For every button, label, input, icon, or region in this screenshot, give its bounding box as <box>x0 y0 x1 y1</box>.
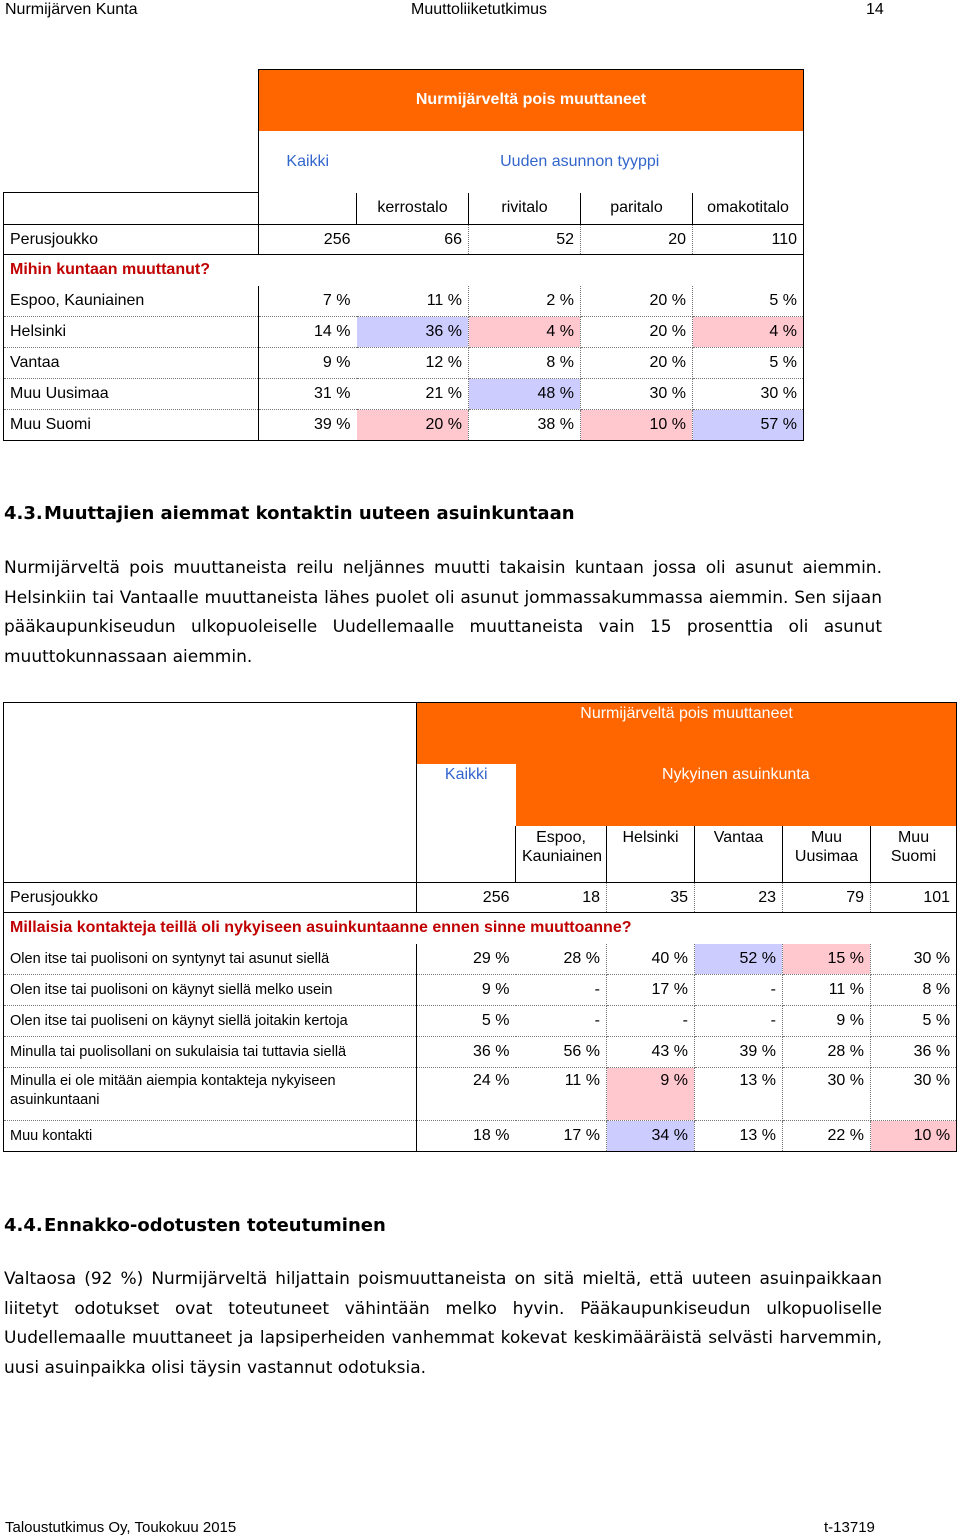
table-cell: 18 % <box>417 1121 516 1152</box>
table-cell: 15 % <box>783 944 871 975</box>
section-heading <box>4 503 575 524</box>
table-cell: 20 % <box>581 286 693 317</box>
table-cell: 5 % <box>693 286 804 317</box>
table-cell: 30 % <box>581 379 693 410</box>
table-cell: 22 % <box>783 1121 871 1152</box>
table-cell: 31 % <box>259 379 357 410</box>
kaikki-header: Kaikki <box>259 131 357 193</box>
section-number: 4.3. <box>4 503 43 524</box>
section-heading <box>4 1215 386 1236</box>
table-cell: 14 % <box>259 317 357 348</box>
row-label: Vantaa <box>4 348 259 379</box>
table-row <box>4 1121 957 1152</box>
group-header: Nurmijärveltä pois muuttaneet <box>259 70 804 131</box>
table-cell: 5 % <box>871 1006 957 1037</box>
body-paragraph: Nurmijärveltä pois muuttaneista reilu neljännes muutti takaisin kuntaan jossa oli asunut aiemmin. Helsinkiin tai Vantaalle muuttaneista lähes puolet oli asunut jommassakummassa aiemmin. Sen sijaan pääkaupunkiseudun ulkopuoleiselle Uudellemaalle muuttaneista vain 15 prosenttia oli asunut muuttokunnassaan aiemmin. <box>4 558 882 667</box>
table-cell: 28 % <box>783 1037 871 1068</box>
table-cell: - <box>695 975 783 1006</box>
table-cell: 10 % <box>871 1121 957 1152</box>
column-header: Helsinki <box>607 826 695 883</box>
table-cell: 40 % <box>607 944 695 975</box>
table-cell: 66 <box>357 225 469 255</box>
table-cell: 39 % <box>259 410 357 441</box>
header-page-number: 14 <box>866 1 884 18</box>
table-cell: 30 % <box>871 1068 957 1121</box>
table-cell: 9 % <box>783 1006 871 1037</box>
table-cell: 2 % <box>469 286 581 317</box>
row-label: Olen itse tai puolisoni on syntynyt tai asunut siellä <box>4 944 417 975</box>
row-label: Helsinki <box>4 317 259 348</box>
table-cell: 57 % <box>693 410 804 441</box>
row-label: Minulla tai puolisollani on sukulaisia tai tuttavia siellä <box>4 1037 417 1068</box>
row-label: Minulla ei ole mitään aiempia kontakteja nykyiseen asuinkuntaani <box>4 1068 417 1121</box>
subgroup-header: Uuden asunnon tyyppi <box>357 131 804 193</box>
table-cell: 9 % <box>417 975 516 1006</box>
table-cell: 5 % <box>417 1006 516 1037</box>
table-cell: 20 % <box>581 348 693 379</box>
kaikki-header: Kaikki <box>417 764 516 826</box>
table-cell: 11 % <box>783 975 871 1006</box>
column-header: Muu Suomi <box>871 826 957 883</box>
table-cell: 52 % <box>695 944 783 975</box>
row-label: Espoo, Kauniainen <box>4 286 259 317</box>
table-cell: 56 % <box>516 1037 607 1068</box>
table-cell: 18 <box>516 883 607 913</box>
table-cell: - <box>516 1006 607 1037</box>
table-cell: 35 <box>607 883 695 913</box>
question-text: Mihin kuntaan muuttanut? <box>4 255 804 286</box>
table-cell: 30 % <box>693 379 804 410</box>
table-cell: 20 % <box>357 410 469 441</box>
table-row <box>4 1037 957 1068</box>
page-header <box>0 0 960 22</box>
footer-project-code: t-13719 <box>824 1519 875 1536</box>
table-cell: 36 % <box>357 317 469 348</box>
table-cell: 23 <box>695 883 783 913</box>
base-row <box>4 225 804 255</box>
table-cell: 20 <box>581 225 693 255</box>
table-cell: 21 % <box>357 379 469 410</box>
table-cell: 256 <box>259 225 357 255</box>
table-row <box>4 317 804 348</box>
question-text: Millaisia kontakteja teillä oli nykyiseen asuinkuntaanne ennen sinne muuttoanne? <box>4 913 957 944</box>
table-cell: 4 % <box>469 317 581 348</box>
column-header: Espoo, Kauniainen <box>516 826 607 883</box>
table-cell: 5 % <box>693 348 804 379</box>
table-cell: 30 % <box>871 944 957 975</box>
table-cell: - <box>607 1006 695 1037</box>
row-label: Perusjoukko <box>4 883 417 913</box>
table-cell: 8 % <box>469 348 581 379</box>
table-cell: - <box>516 975 607 1006</box>
row-label: Muu kontakti <box>4 1121 417 1152</box>
page-footer <box>0 1518 960 1538</box>
column-header: omakotitalo <box>693 193 804 225</box>
table-contacts-to-new-municipality <box>3 702 957 1152</box>
table-cell: 7 % <box>259 286 357 317</box>
row-label: Muu Uusimaa <box>4 379 259 410</box>
column-header: kerrostalo <box>357 193 469 225</box>
column-header: rivitalo <box>469 193 581 225</box>
base-row <box>4 883 957 913</box>
table-cell: 43 % <box>607 1037 695 1068</box>
row-label: Perusjoukko <box>4 225 259 255</box>
table-row <box>4 975 957 1006</box>
table-row <box>4 286 804 317</box>
footer-company-date: Taloustutkimus Oy, Toukokuu 2015 <box>5 1519 237 1536</box>
subgroup-header: Nykyinen asuinkunta <box>516 764 957 826</box>
table-row <box>4 410 804 441</box>
table-cell: 12 % <box>357 348 469 379</box>
table-cell: 13 % <box>695 1068 783 1121</box>
table-new-housing-type <box>3 69 804 441</box>
table-row <box>4 379 804 410</box>
table-row <box>4 1006 957 1037</box>
table-cell: 30 % <box>783 1068 871 1121</box>
table-cell: 79 <box>783 883 871 913</box>
table-cell: 4 % <box>693 317 804 348</box>
table-cell: 11 % <box>516 1068 607 1121</box>
table-cell: 36 % <box>417 1037 516 1068</box>
row-label: Olen itse tai puolisoni on käynyt siellä melko usein <box>4 975 417 1006</box>
table-row <box>4 1068 957 1121</box>
column-header: paritalo <box>581 193 693 225</box>
table-cell: 48 % <box>469 379 581 410</box>
table-cell: 13 % <box>695 1121 783 1152</box>
table-cell: 52 <box>469 225 581 255</box>
table-cell: 34 % <box>607 1121 695 1152</box>
table-cell: 9 % <box>607 1068 695 1121</box>
table-cell: 36 % <box>871 1037 957 1068</box>
header-report-title: Muuttoliiketutkimus <box>411 1 548 18</box>
table-cell: - <box>695 1006 783 1037</box>
table-row <box>4 348 804 379</box>
table-cell: 20 % <box>581 317 693 348</box>
table-row <box>4 944 957 975</box>
table-cell: 101 <box>871 883 957 913</box>
column-header: Muu Uusimaa <box>783 826 871 883</box>
header-organization: Nurmijärven Kunta <box>5 1 138 18</box>
row-label: Muu Suomi <box>4 410 259 441</box>
table-cell: 24 % <box>417 1068 516 1121</box>
table-cell: 9 % <box>259 348 357 379</box>
section-title: Ennakko-odotusten toteutuminen <box>44 1215 386 1236</box>
table-cell: 17 % <box>516 1121 607 1152</box>
table-cell: 8 % <box>871 975 957 1006</box>
group-header: Nurmijärveltä pois muuttaneet <box>417 703 957 764</box>
table-cell: 17 % <box>607 975 695 1006</box>
section-number: 4.4. <box>4 1215 43 1236</box>
table-cell: 38 % <box>469 410 581 441</box>
body-paragraph: Valtaosa (92 %) Nurmijärveltä hiljattain poismuuttaneista on sitä mieltä, että uuteen asuinpaikkaan liitetyt odotukset ovat toteutuneet vähintään melko hyvin. Pääkaupunkiseudun ulkopuoliselle Uudellemaalle muuttaneet ja lapsiperheiden vanhemmat kokevat keskimääräistä selvästi harvemmin, uusi asuinpaikka olisi täysin vastannut odotuksia. <box>4 1269 882 1378</box>
section-title: Muuttajien aiemmat kontaktin uuteen asuinkuntaan <box>44 503 575 524</box>
table-cell: 256 <box>417 883 516 913</box>
table-cell: 10 % <box>581 410 693 441</box>
table-cell: 29 % <box>417 944 516 975</box>
table-cell: 110 <box>693 225 804 255</box>
table-cell: 28 % <box>516 944 607 975</box>
table-cell: 11 % <box>357 286 469 317</box>
table-cell: 39 % <box>695 1037 783 1068</box>
row-label: Olen itse tai puoliseni on käynyt siellä joitakin kertoja <box>4 1006 417 1037</box>
column-header: Vantaa <box>695 826 783 883</box>
